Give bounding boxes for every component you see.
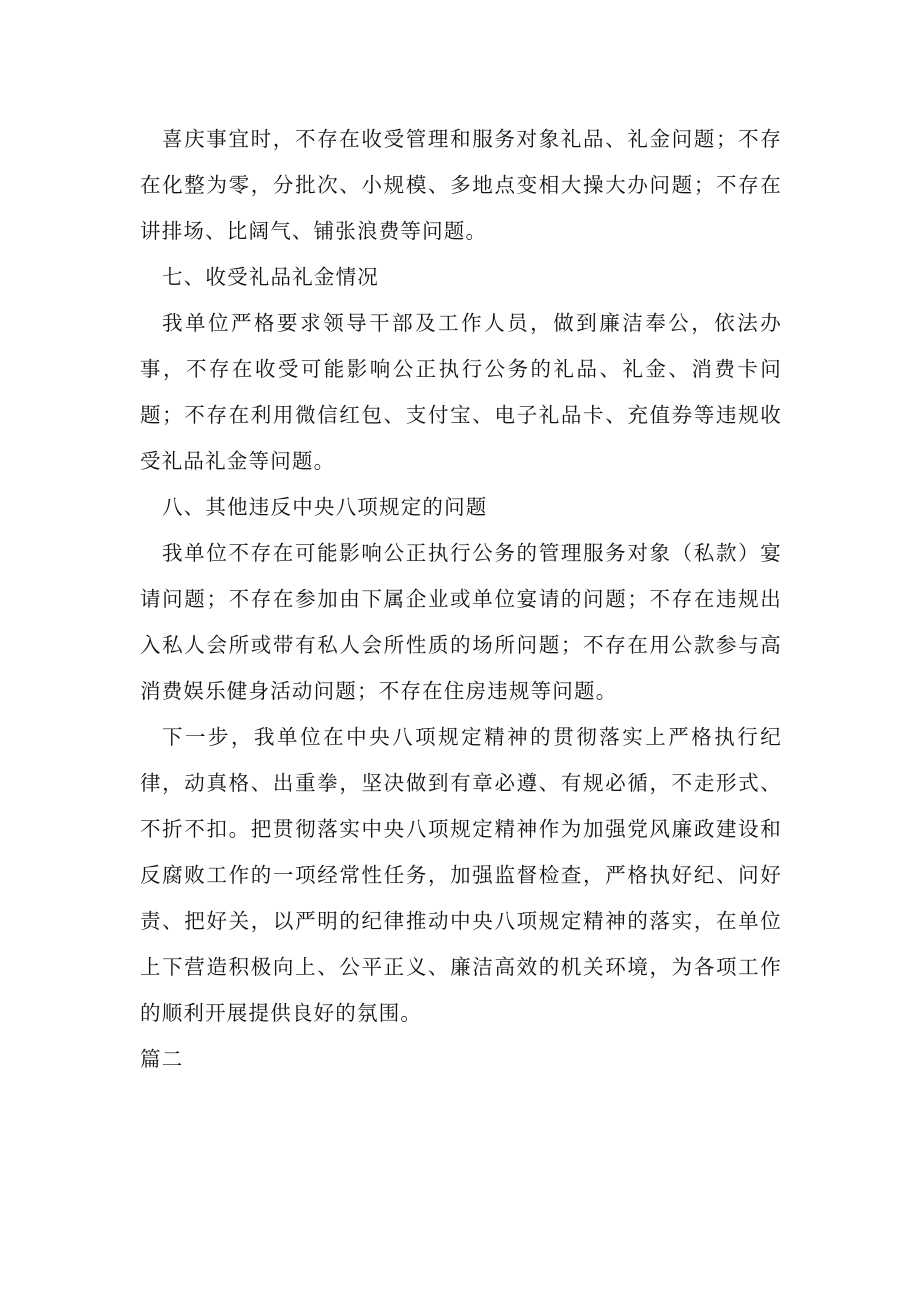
document-body: [140, 116, 782, 1082]
heading-gifts-and-money: 七、收受礼品礼金情况: [162, 265, 379, 289]
paragraph-gifts-and-money: 我单位严格要求领导干部及工作人员，做到廉洁奉公，依法办事，不存在收受可能影响公正执行公务的礼品、礼金、消费卡问题；不存在利用微信红包、支付宝、电子礼品卡、充值券等违规收受礼品礼金等问题。: [140, 311, 782, 473]
section-title-part-two: 篇二: [140, 1047, 184, 1071]
paragraph-other-violations: 我单位不存在可能影响公正执行公务的管理服务对象（私款）宴请问题；不存在参加由下属企业或单位宴请的问题；不存在违规出入私人会所或带有私人会所性质的场所问题；不存在用公款参与高消费娱乐健身活动问题；不存在住房违规等问题。: [140, 541, 782, 703]
paragraph-celebration-continued: 喜庆事宜时，不存在收受管理和服务对象礼品、礼金问题；不存在化整为零，分批次、小规模、多地点变相大操大办问题；不存在讲排场、比阔气、铺张浪费等问题。: [140, 127, 782, 243]
paragraph-next-steps: 下一步，我单位在中央八项规定精神的贯彻落实上严格执行纪律，动真格、出重拳，坚决做到有章必遵、有规必循，不走形式、不折不扣。把贯彻落实中央八项规定精神作为加强党风廉政建设和反腐败工作的一项经常性任务，加强监督检查，严格执好纪、问好责、把好关，以严明的纪律推动中央八项规定精神的落实，在单位上下营造积极向上、公平正义、廉洁高效的机关环境，为各项工作的顺利开展提供良好的氛围。: [140, 725, 782, 1025]
heading-other-violations: 八、其他违反中央八项规定的问题: [162, 495, 488, 519]
